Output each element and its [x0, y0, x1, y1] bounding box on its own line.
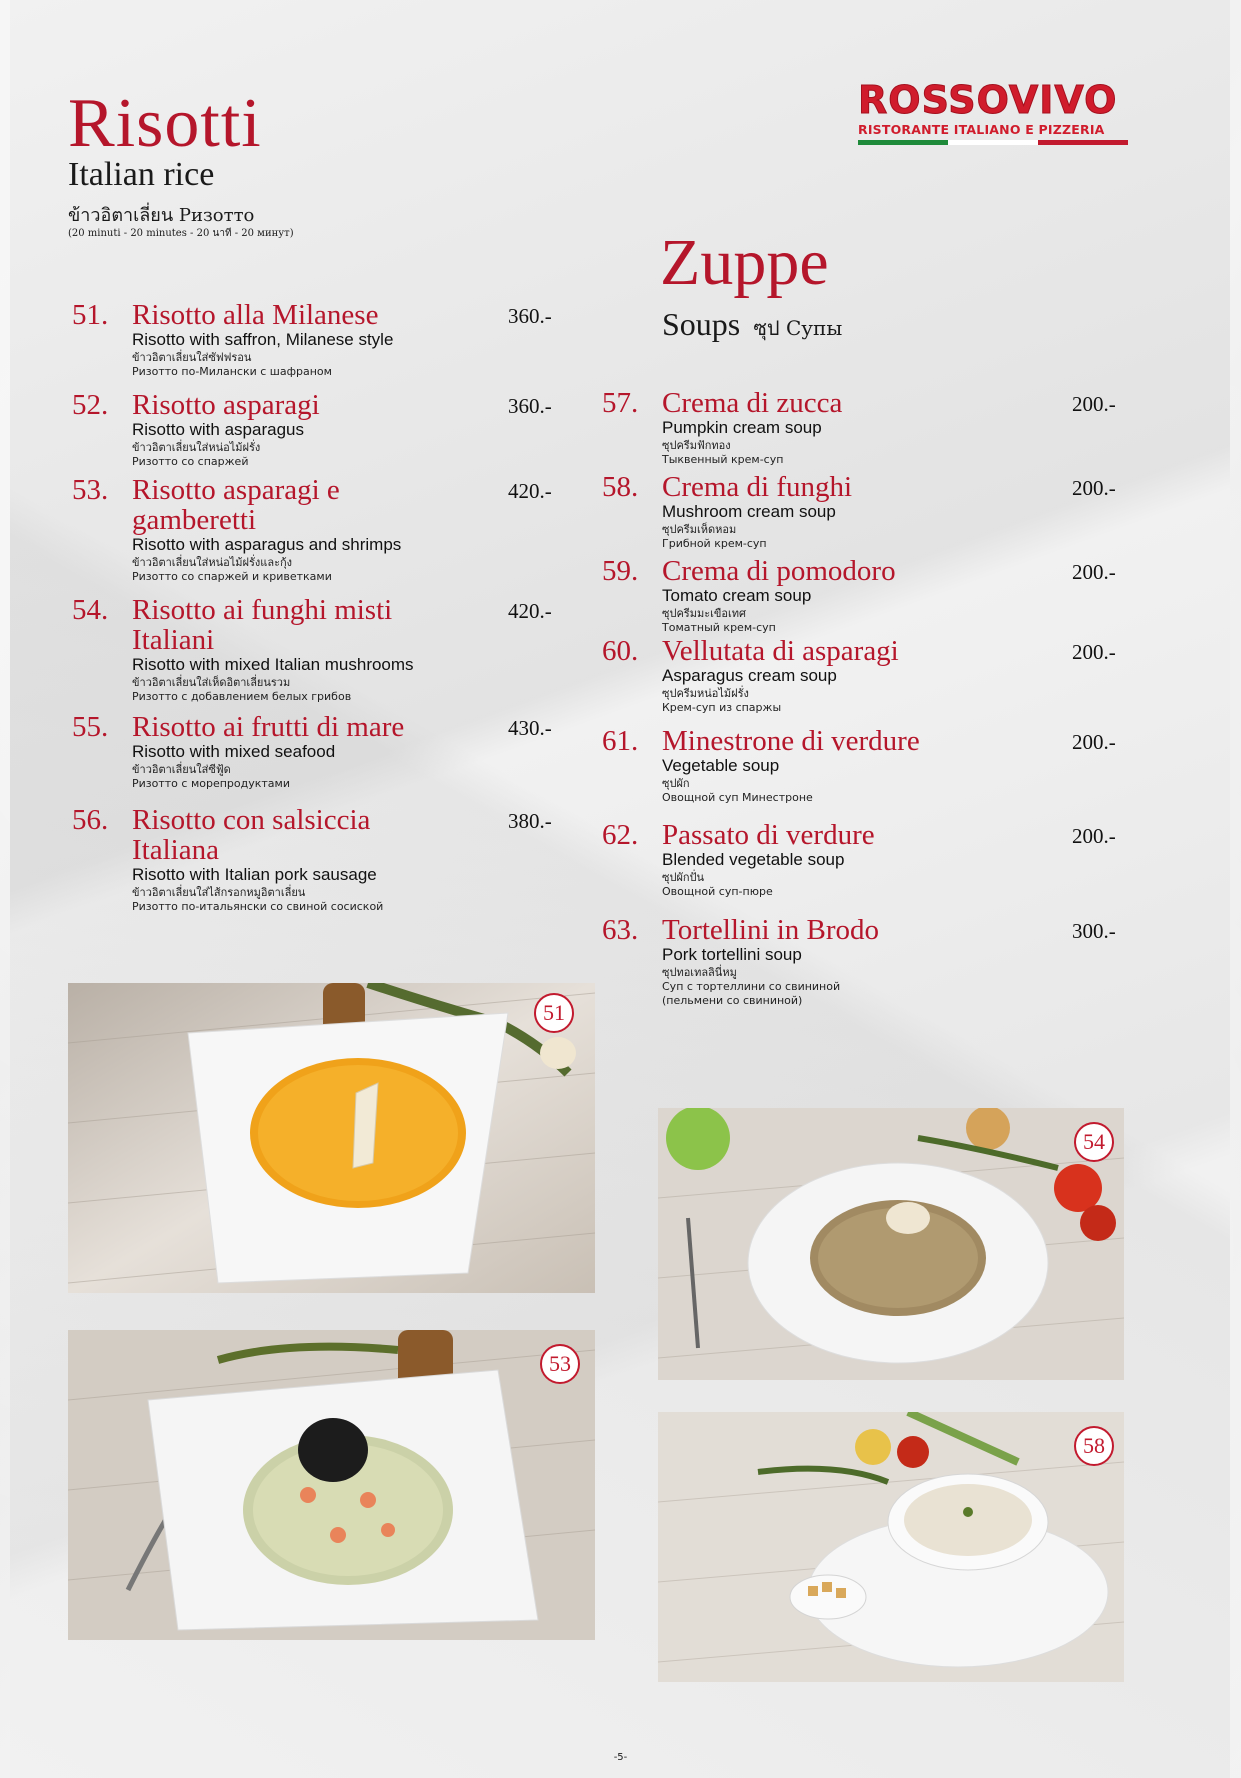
- italian-flag-stripe: [858, 140, 1128, 145]
- item-name-line: Minestrone di verdure: [662, 725, 920, 757]
- item-name: [72, 300, 393, 330]
- risotti-item: [72, 390, 320, 469]
- item-name-line: Crema di zucca: [662, 387, 843, 419]
- restaurant-logo: [858, 80, 1130, 150]
- item-english: Mushroom cream soup: [662, 502, 836, 521]
- item-price: 420.-: [508, 599, 552, 623]
- zuppe-item: [602, 726, 920, 805]
- item-english: Risotto with asparagus and shrimps: [132, 535, 402, 554]
- risotti-title: Risotti: [68, 85, 262, 162]
- item-number: 55.: [72, 711, 109, 743]
- item-name-line: Risotto ai frutti di mare: [132, 711, 405, 743]
- risotti-time-note: (20 minuti - 20 minutes - 20 นาที - 20 минут): [68, 228, 294, 239]
- item-price: 360.-: [508, 394, 552, 418]
- item-name: [72, 390, 320, 420]
- item-russian: Ризотто со спаржей: [132, 455, 249, 468]
- item-number: 62.: [602, 819, 639, 851]
- item-russian: Ризотто по-Милански с шафраном: [132, 365, 332, 378]
- item-russian: Тыквенный крем-суп: [662, 453, 784, 466]
- item-russian: Томатный крем-суп: [662, 621, 776, 634]
- item-name: [602, 556, 896, 586]
- dish-image: [658, 1412, 1124, 1682]
- item-name: [602, 726, 920, 756]
- item-thai: ข้าวอิตาเลี่ยนใส่ไส้กรอกหมูอิตาเลี่ยน: [132, 886, 306, 899]
- photo-crema-di-funghi: [658, 1412, 1124, 1682]
- item-name-line: Italiani: [132, 624, 215, 656]
- zuppe-item: [602, 820, 875, 899]
- item-name-line: Risotto asparagi e: [132, 474, 340, 506]
- zuppe-subtitle-row: [662, 306, 842, 344]
- item-english: Asparagus cream soup: [662, 666, 837, 685]
- item-name-line: Crema di funghi: [662, 471, 853, 503]
- item-price: 200.-: [1072, 392, 1116, 416]
- item-thai: ซุปผัก: [662, 777, 690, 790]
- item-russian: Ризотто с морепродуктами: [132, 777, 290, 790]
- logo-wordmark: ROSSOVIVO: [858, 78, 1118, 122]
- item-russian: Крем-суп из спаржы: [662, 701, 782, 714]
- item-number: 52.: [72, 389, 109, 421]
- photo-badge-58: 58: [1074, 1426, 1114, 1466]
- item-number: 56.: [72, 804, 109, 836]
- photo-risotto-milanese: [68, 983, 595, 1293]
- item-price: 430.-: [508, 716, 552, 740]
- item-thai: ซุปครีมเห็ดหอม: [662, 523, 737, 536]
- item-price: 200.-: [1072, 640, 1116, 664]
- zuppe-local-names: ซุป Супы: [753, 316, 843, 340]
- item-number: 58.: [602, 471, 639, 503]
- item-number: 60.: [602, 635, 639, 667]
- item-name-line: Italiana: [132, 834, 219, 866]
- zuppe-item: [602, 636, 899, 715]
- zuppe-item: [602, 556, 896, 635]
- item-number: 53.: [72, 474, 109, 506]
- item-price: 360.-: [508, 304, 552, 328]
- dish-image: [658, 1108, 1124, 1380]
- item-name: [72, 805, 383, 865]
- item-russian: Суп с тортеллини со свининой: [662, 980, 841, 993]
- item-price: 380.-: [508, 809, 552, 833]
- dish-image: [68, 1330, 595, 1640]
- photo-risotto-asparagi-gamberetti: [68, 1330, 595, 1640]
- item-thai: ข้าวอิตาเลี่ยนใส่หน่อไม้ฝรั่ง: [132, 441, 261, 454]
- item-name: [72, 595, 414, 655]
- photo-badge-51: 51: [534, 993, 574, 1033]
- item-number: 63.: [602, 914, 639, 946]
- risotti-item: [72, 300, 393, 379]
- item-number: 54.: [72, 594, 109, 626]
- zuppe-item: [602, 472, 852, 551]
- item-russian: Грибной крем-суп: [662, 537, 767, 550]
- item-russian: Овощной суп Минестроне: [662, 791, 813, 804]
- item-english: Vegetable soup: [662, 756, 780, 775]
- item-name-line: Risotto con salsiccia: [132, 804, 371, 836]
- item-russian-extra: (пельмени со свининой): [662, 994, 803, 1007]
- item-name: [602, 388, 842, 418]
- item-price: 300.-: [1072, 919, 1116, 943]
- item-english: Risotto with mixed seafood: [132, 742, 336, 761]
- logo-tagline: RISTORANTE ITALIANO E PIZZERIA: [858, 122, 1105, 137]
- item-russian: Ризотто со спаржей и криветками: [132, 570, 332, 583]
- item-number: 57.: [602, 387, 639, 419]
- item-name: [72, 475, 401, 535]
- item-price: 200.-: [1072, 560, 1116, 584]
- item-name-line: Risotto ai funghi misti: [132, 594, 393, 626]
- zuppe-subtitle: Soups: [662, 306, 741, 342]
- risotti-item: [72, 712, 404, 791]
- item-name-line: Risotto alla Milanese: [132, 299, 379, 331]
- item-english: Tomato cream soup: [662, 586, 812, 605]
- item-number: 59.: [602, 555, 639, 587]
- item-thai: ซุปครีมฟักทอง: [662, 439, 731, 452]
- item-name: [602, 472, 852, 502]
- item-price: 200.-: [1072, 476, 1116, 500]
- risotti-item: [72, 805, 383, 914]
- zuppe-item: [602, 388, 842, 467]
- item-english: Pork tortellini soup: [662, 945, 802, 964]
- item-name-line: Risotto asparagi: [132, 389, 320, 421]
- item-name: [72, 712, 404, 742]
- item-english: Risotto with asparagus: [132, 420, 304, 439]
- item-price: 200.-: [1072, 730, 1116, 754]
- page-number: -5-: [613, 1752, 628, 1763]
- dish-image: [68, 983, 595, 1293]
- risotti-item: [72, 475, 401, 584]
- item-russian: Овощной суп-пюре: [662, 885, 773, 898]
- item-english: Pumpkin cream soup: [662, 418, 822, 437]
- item-name-line: gamberetti: [132, 504, 257, 536]
- item-thai: ซุปทอเทลลินี่หมู: [662, 966, 737, 979]
- item-name-line: Passato di verdure: [662, 819, 875, 851]
- item-thai: ข้าวอิตาเลี่ยนใส่ซัฟฟรอน: [132, 351, 252, 364]
- item-name-line: Vellutata di asparagi: [662, 635, 899, 667]
- item-thai: ข้าวอิตาเลี่ยนใส่ซีฟู้ด: [132, 763, 231, 776]
- photo-badge-53: 53: [540, 1344, 580, 1384]
- item-name: [602, 636, 899, 666]
- zuppe-title: Zuppe: [660, 226, 829, 299]
- item-name-line: Tortellini in Brodo: [662, 914, 880, 946]
- item-english: Risotto with Italian pork sausage: [132, 865, 377, 884]
- item-thai: ข้าวอิตาเลี่ยนใส่หน่อไม้ฝรั่งและกุ้ง: [132, 556, 293, 569]
- item-thai: ข้าวอิตาเลี่ยนใส่เห็ดอิตาเลี่ยนรวม: [132, 676, 291, 689]
- item-number: 61.: [602, 725, 639, 757]
- item-name-line: Crema di pomodoro: [662, 555, 896, 587]
- item-price: 420.-: [508, 479, 552, 503]
- zuppe-item: [602, 915, 879, 1008]
- risotti-subtitle: Italian rice: [68, 156, 215, 193]
- item-name: [602, 820, 875, 850]
- item-thai: ซุปครีมมะเขือเทศ: [662, 607, 747, 620]
- risotti-local-names: ข้าวอิตาเลี่ยน Ризотто: [68, 205, 255, 226]
- item-thai: ซุปครีมหน่อไม้ฝรั่ง: [662, 687, 749, 700]
- item-thai: ซุปผักปั่น: [662, 871, 705, 884]
- photo-badge-54: 54: [1074, 1122, 1114, 1162]
- item-russian: Ризотто с добавлением белых грибов: [132, 690, 352, 703]
- item-price: 200.-: [1072, 824, 1116, 848]
- item-russian: Ризотто по-итальянски со свиной сосиской: [132, 900, 384, 913]
- item-english: Risotto with mixed Italian mushrooms: [132, 655, 414, 674]
- photo-risotto-funghi: [658, 1108, 1124, 1380]
- item-name: [602, 915, 879, 945]
- risotti-item: [72, 595, 414, 704]
- item-english: Risotto with saffron, Milanese style: [132, 330, 394, 349]
- item-english: Blended vegetable soup: [662, 850, 845, 869]
- item-number: 51.: [72, 299, 109, 331]
